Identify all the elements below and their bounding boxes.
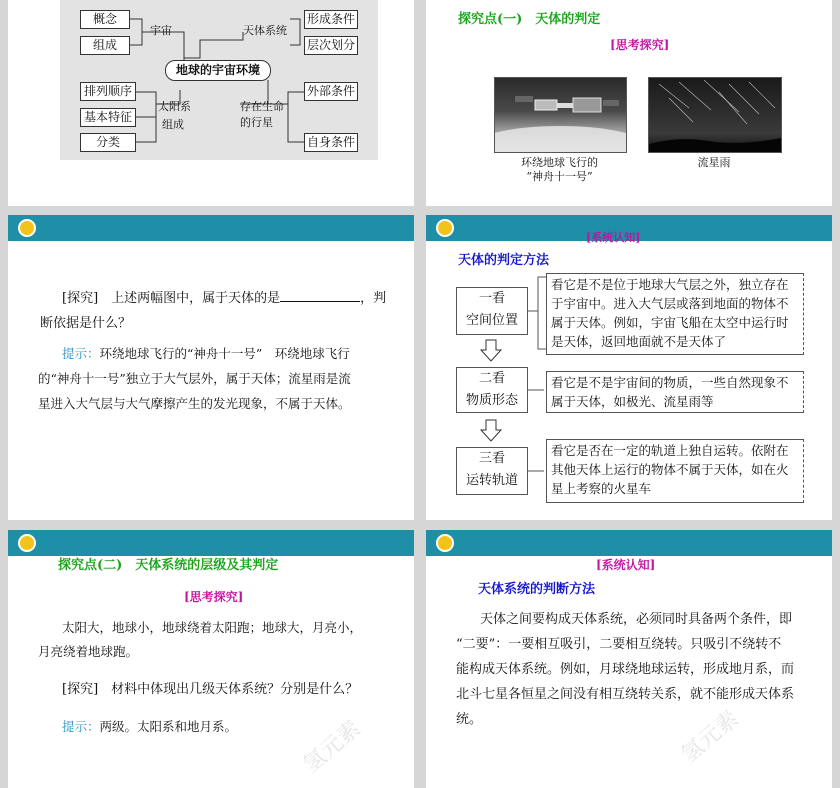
- slide4-heading: 天体的判定方法: [458, 253, 550, 268]
- slide6-para-line5: 统。: [456, 712, 483, 727]
- hint-text: 两级。太阳系和地月系。: [99, 719, 238, 734]
- hint-text: 环绕地球飞行的“神舟十一号” 环绕地球飞行: [99, 346, 350, 361]
- slide6-heading: 天体系统的判断方法: [478, 582, 596, 597]
- spacecraft-illustration: [495, 78, 626, 152]
- slide5-heading: 探究点(二) 天体系统的层级及其判定: [58, 558, 279, 573]
- banner-sun-icon: [18, 219, 36, 237]
- slide3-question-line2: 断依据是什么？: [40, 316, 132, 331]
- answer-blank: [280, 287, 360, 302]
- watermark: 氢元素: [298, 716, 366, 778]
- mindmap-label-celestial-system: 天体系统: [243, 24, 287, 37]
- banner-sun-icon: [18, 534, 36, 552]
- mindmap-node-formation: 形成条件: [304, 10, 358, 29]
- slide5-para-line2: 月亮绕着地球跑。: [38, 644, 139, 659]
- slide-system-method: [426, 530, 832, 788]
- slide5-tag: [思考探究]: [184, 590, 244, 604]
- slide-banner: [8, 215, 414, 241]
- slide-method: [426, 215, 832, 520]
- photo2-caption: 流星雨: [697, 156, 731, 169]
- photo-meteor-shower: [648, 77, 782, 153]
- mindmap-node-features: 基本特征: [80, 108, 136, 127]
- step-2-line2: 物质形态: [465, 393, 518, 408]
- step-3-desc: 看它是否在一定的轨道上独自运转。依附在其他天体上运行的物体不属于天体，如在火星上考察的火星车: [546, 439, 804, 503]
- mindmap-node-external: 外部条件: [304, 82, 358, 101]
- slide3-hint-line3: 星进入大气层与大气摩擦产生的发光现象，不属于天体。: [38, 396, 351, 411]
- step-1-box: [456, 287, 528, 335]
- slide4-tag: [系统认知]: [586, 231, 641, 244]
- banner-sun-icon: [436, 534, 454, 552]
- slide3-question-line1: [62, 287, 402, 310]
- slide2-heading: 探究点(一) 天体的判定: [458, 12, 601, 27]
- meteor-illustration: [649, 78, 781, 152]
- step-1-desc: 看它是不是位于地球大气层之外，独立存在于宇宙中。进入大气层或落到地面的物体不属于天体。例如，宇宙飞船在太空中运行时是天体，返回地面就不是天体了: [546, 273, 804, 355]
- step-3-line2: 运转轨道: [465, 473, 518, 488]
- mindmap-label-life-planet-1: 存在生命: [240, 100, 284, 113]
- mindmap-node-composition: 组成: [80, 36, 130, 55]
- watermark: 氢元素: [676, 706, 744, 768]
- slide3-hint-line2: 的“神舟十一号”独立于大气层外，属于天体；流星雨是流: [38, 371, 351, 386]
- mindmap-node-classification: 分类: [80, 133, 136, 152]
- connector-1: [528, 275, 548, 351]
- slide6-para-line3: 能构成天体系统。例如，月球绕地球运转，形成地月系，而: [456, 662, 795, 677]
- mindmap-lines: [8, 0, 414, 206]
- slide5-para-line1: 太阳大，地球小，地球绕着太阳跑；地球大，月亮小，: [62, 620, 363, 635]
- mindmap-label-solar-system: 太阳系: [158, 100, 191, 113]
- step-2-line1: 二看: [478, 371, 505, 386]
- photo-shenzhou: [494, 77, 627, 153]
- slide5-question: [探究] 材料中体现出几级天体系统？分别是什么？: [62, 682, 359, 697]
- slide3-hint-line1: [62, 342, 350, 365]
- slide-mindmap: [8, 0, 414, 206]
- banner-sun-icon: [436, 219, 454, 237]
- slide6-para-line2: “二要”：一要相互吸引，二要相互绕转。只吸引不绕转不: [456, 637, 782, 652]
- mindmap-node-concept: 概念: [80, 10, 130, 29]
- step-3-box: [456, 447, 528, 495]
- slide5-hint: [62, 715, 237, 738]
- slide-question-2: [8, 530, 414, 788]
- slide-banner: [8, 530, 414, 556]
- slide-question-1: [8, 215, 414, 520]
- slide6-tag: [系统认知]: [596, 558, 656, 572]
- mindmap-label-universe: 宇宙: [150, 24, 172, 37]
- mindmap-node-internal: 自身条件: [304, 133, 358, 152]
- mindmap-center: 地球的宇宙环境: [165, 60, 271, 81]
- question-text-end: ，判: [360, 291, 387, 306]
- photo1-caption-line2: “神舟十一号”: [526, 170, 593, 183]
- photo1-caption-line1: 环绕地球飞行的: [521, 156, 598, 169]
- step-1-line2: 空间位置: [465, 313, 518, 328]
- step-3-line1: 三看: [478, 451, 505, 466]
- arrow-down-icon: [480, 419, 502, 447]
- step-2-box: [456, 367, 528, 413]
- slide2-tag: [思考探究]: [610, 38, 670, 52]
- mindmap-label-life-planet-2: 的行星: [240, 116, 273, 129]
- hint-label: 提示：: [62, 346, 100, 361]
- slide-banner: [426, 530, 832, 556]
- slide6-para-line1: 天体之间要构成天体系统，必须同时具备两个条件，即: [480, 612, 793, 627]
- mindmap-node-order: 排列顺序: [80, 82, 136, 101]
- mindmap-label-solar-composition: 组成: [162, 118, 184, 131]
- slide-photos: [426, 0, 832, 206]
- connector-3: [528, 439, 548, 505]
- connector-2: [528, 373, 548, 413]
- question-text: [探究] 上述两幅图中，属于天体的是: [62, 291, 281, 306]
- arrow-down-icon: [480, 339, 502, 367]
- slide6-para-line4: 北斗七星各恒星之间没有相互绕转关系，就不能形成天体系: [456, 687, 795, 702]
- step-2-desc: 看它是不是宇宙间的物质，一些自然现象不属于天体，如极光、流星雨等: [546, 371, 804, 413]
- step-1-line1: 一看: [478, 291, 505, 306]
- mindmap-node-levels: 层次划分: [304, 36, 358, 55]
- hint-label: 提示：: [62, 719, 100, 734]
